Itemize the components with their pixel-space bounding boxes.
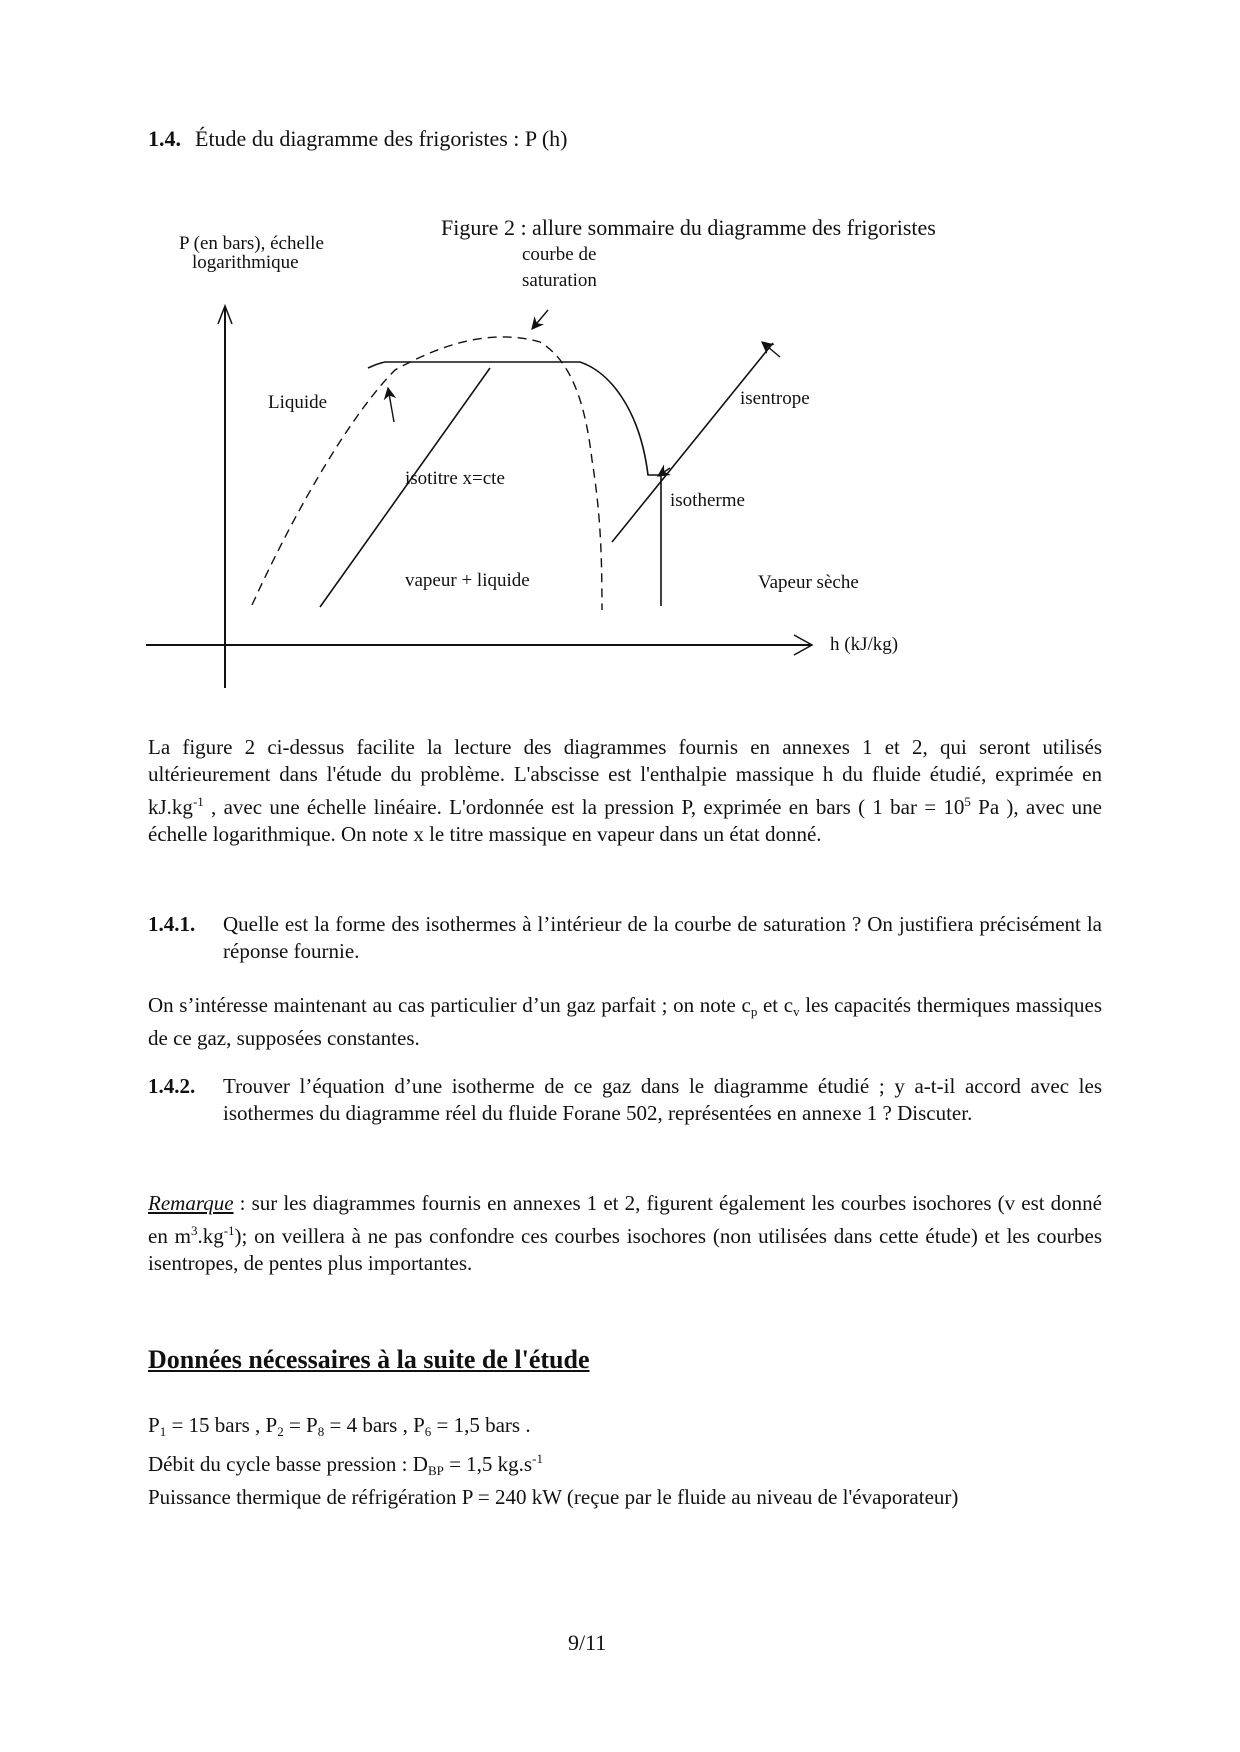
data-heading: Données nécessaires à la suite de l'étude — [148, 1345, 590, 1374]
isotitre-pointer — [388, 388, 394, 422]
data-block — [148, 1412, 1102, 1511]
power-line: Puissance thermique de réfrigération P = 240 kW (reçue par le fluide au niveau de l'évaporateur) — [148, 1485, 959, 1509]
isentrope-line — [612, 343, 773, 542]
section-heading — [148, 126, 568, 152]
page-number: 9/11 — [568, 1630, 607, 1655]
y-axis-label-1: P (en bars), échelle — [179, 233, 324, 254]
section-number: 1.4. — [148, 126, 181, 151]
pressure-values: $P_1 = 15$ bars , $P_2 = P_8 = 4$ bars , $P_6 = 1,5$ bars . — [148, 1413, 531, 1439]
question-text: Quelle est la forme des isothermes à l’intérieur de la courbe de saturation ? On justifiera précisément la réponse fournie. — [223, 912, 1102, 963]
vapeur-liquide-label: vapeur + liquide — [405, 570, 530, 591]
isotherme-label: isotherme — [670, 490, 745, 511]
perfect-gas-paragraph: On s’intéresse maintenant au cas particulier d’un gaz parfait ; on note $c_p$ et $c_v$ les capacités thermiques massiques de ce gaz, supposées constantes. — [148, 993, 1103, 1050]
remark-paragraph: Remarque : sur les diagrammes fournis en annexes 1 et 2, figurent également les courbes isochores (v est donné en $m^3.kg^{-1}$); on veillera à ne pas confondre ces courbes isochores (non utilisées dans cette étude) et les courbes isentropes, de pentes plus importantes. — [148, 1191, 1102, 1275]
mass-flow-line: Débit du cycle basse pression : $D_{BP} = 1,5$ $kg.s^{-1}$ — [148, 1451, 543, 1478]
isentrope-label: isentrope — [740, 388, 810, 409]
question-1-4-2 — [148, 1073, 1102, 1127]
ph-diagram-figure — [140, 233, 940, 690]
figure-caption: Figure 2 : allure sommaire du diagramme des frigoristes — [441, 215, 936, 240]
intro-paragraph: La figure 2 ci-dessus facilite la lecture des diagrammes fournis en annexes 1 et 2, qui seront utilisés ultérieurement dans l'étude du problème. L'abscisse est l'enthalpie massique h du fluide étudié, exprimée en $kJ.kg^{-1}$ , avec une échelle linéaire. L'ordonnée est la pression P, exprimée en bars ( 1 bar = $10^5$ Pa ), avec une échelle logarithmique. On note x le titre massique en vapeur dans un état donné. — [148, 735, 1102, 846]
saturation-pointer — [532, 310, 548, 329]
x-axis-label: h (kJ/kg) — [830, 634, 899, 655]
question-number: 1.4.1. — [148, 912, 196, 936]
liquide-label: Liquide — [268, 392, 328, 413]
y-axis-label-2: logarithmique — [192, 252, 299, 273]
section-title: Étude du diagramme des frigoristes : P (h) — [195, 126, 568, 151]
saturation-label-2: saturation — [522, 270, 597, 291]
question-text: Trouver l’équation d’une isotherme de ce gaz dans le diagramme étudié ; y a-t-il accord avec les isothermes du diagramme réel du fluide Forane 502, représentées en annexe 1 ? Discuter. — [223, 1074, 1102, 1125]
isotitre-label: isotitre x=cte — [405, 468, 505, 489]
question-1-4-1 — [148, 911, 1102, 965]
vapeur-seche-label: Vapeur sèche — [758, 572, 859, 593]
remark-label: Remarque — [148, 1191, 234, 1215]
question-number: 1.4.2. — [148, 1074, 196, 1098]
saturation-label-1: courbe de — [522, 244, 597, 265]
